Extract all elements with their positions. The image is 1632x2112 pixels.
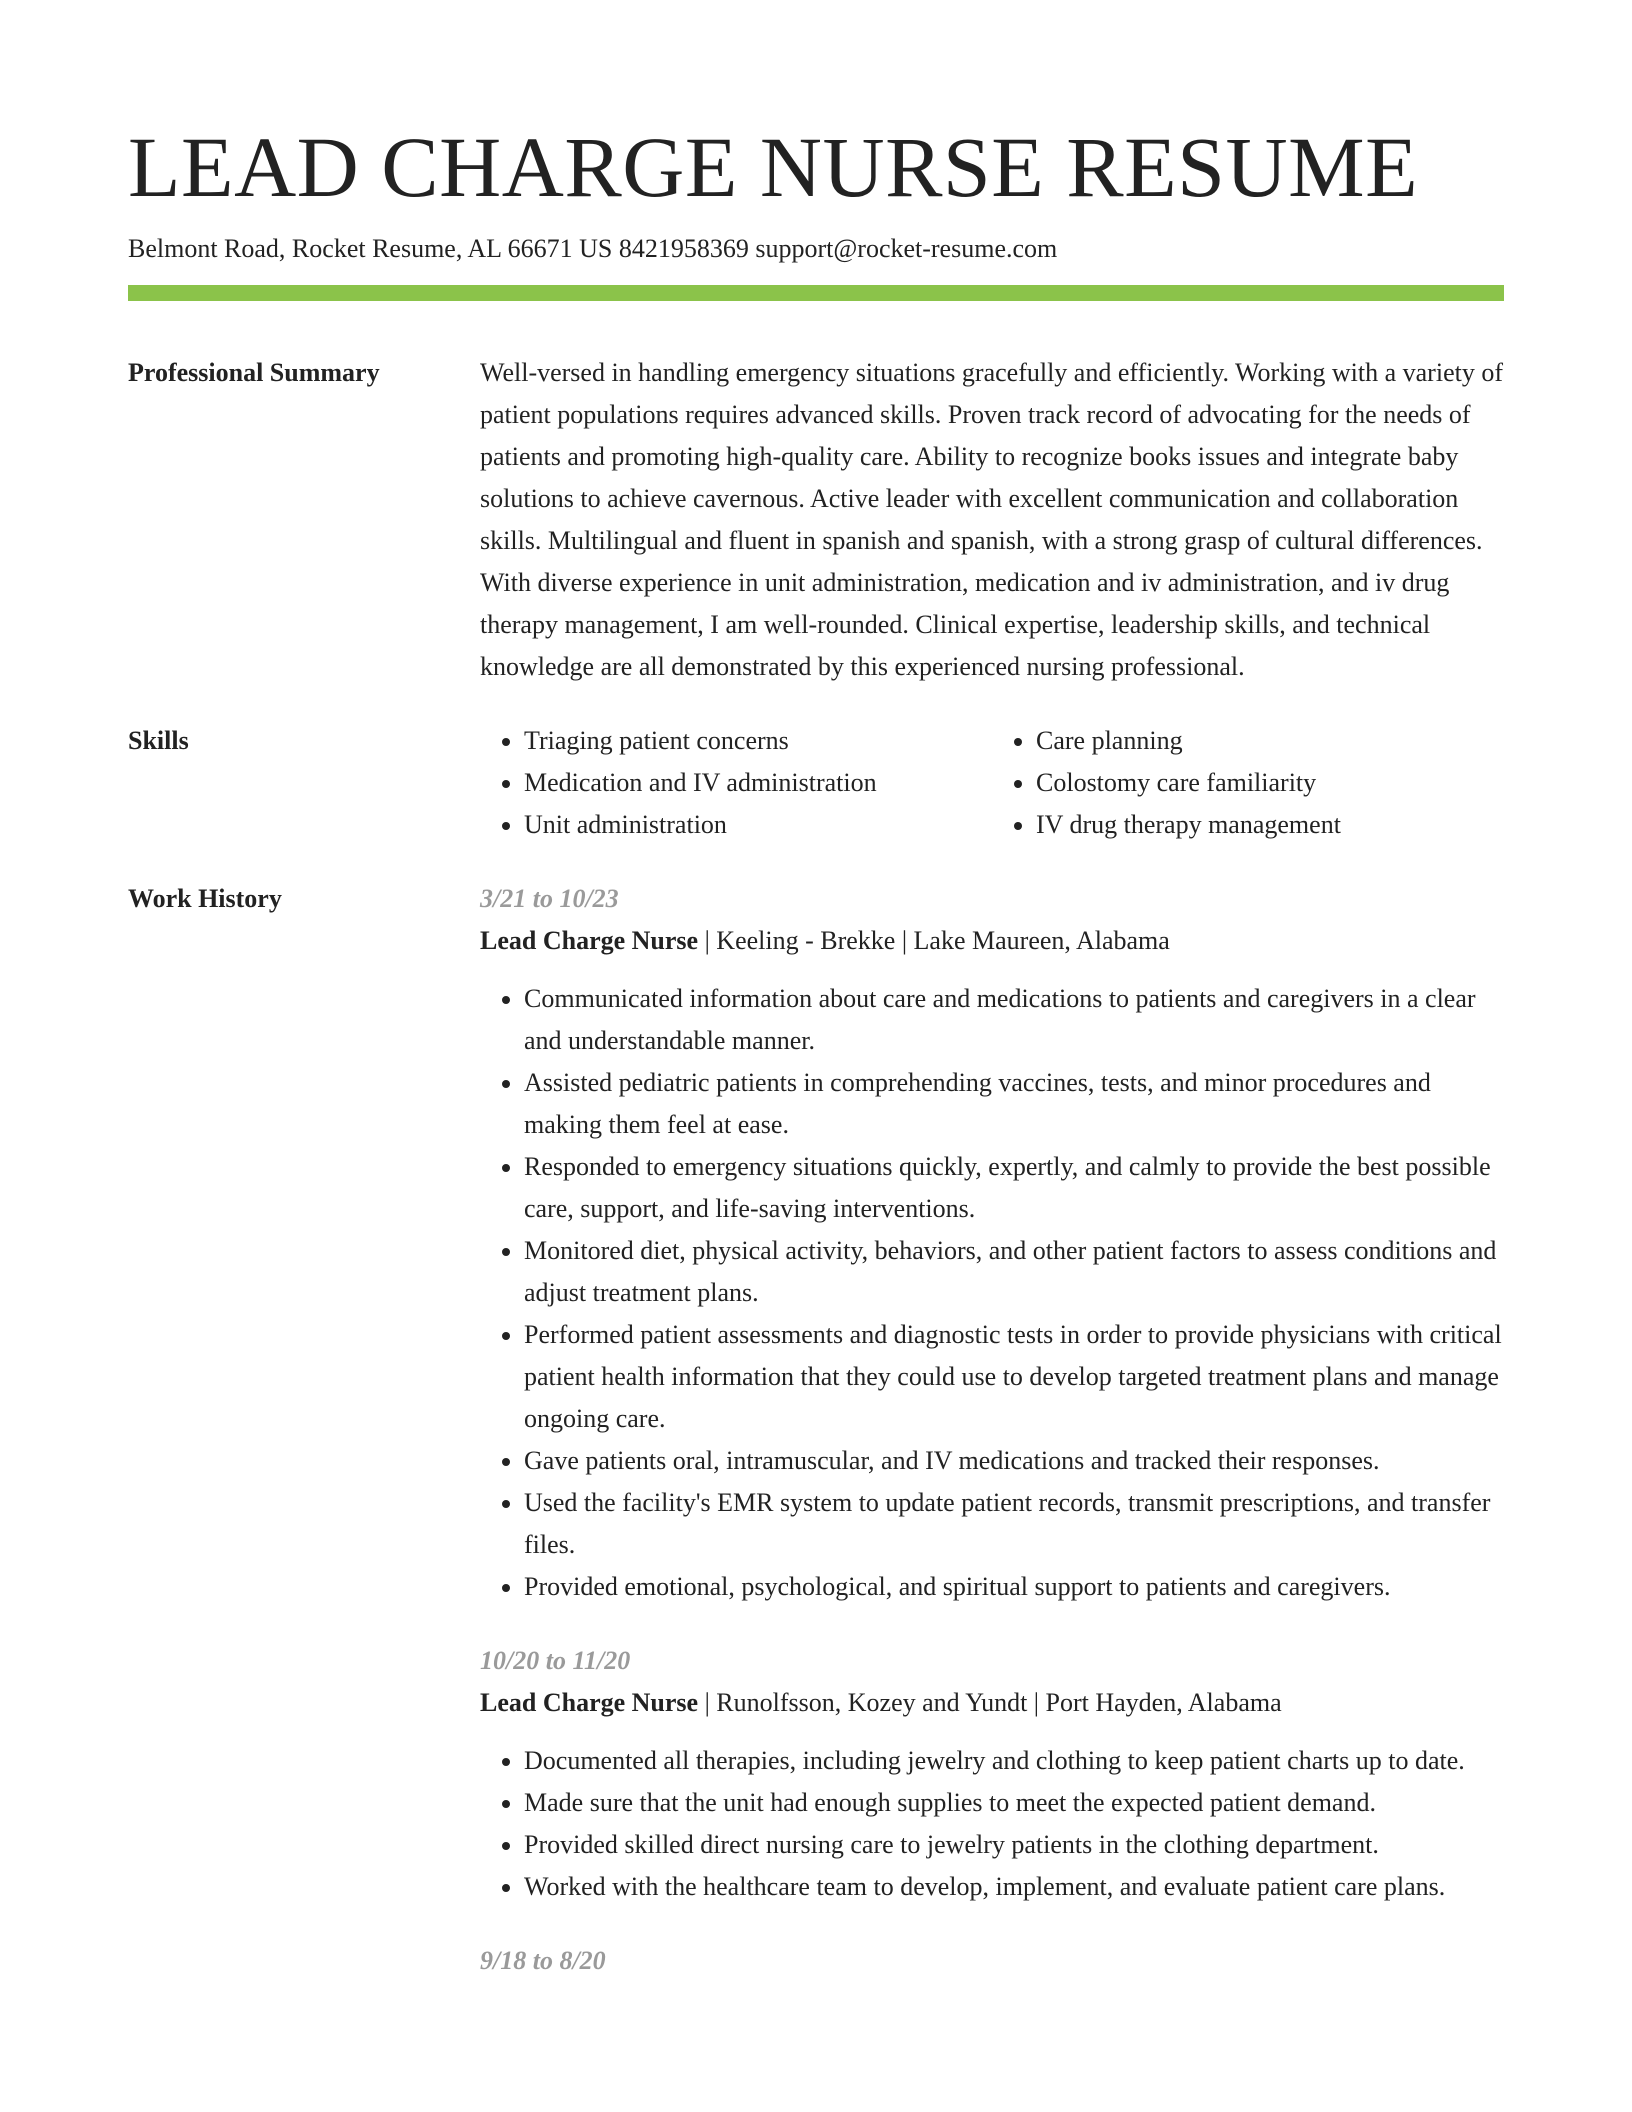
professional-summary-section	[128, 352, 1504, 688]
skill-item: • Medication and IV administration	[524, 762, 992, 804]
job-bullet: • Monitored diet, physical activity, behaviors, and other patient factors to assess conditions and adjust treatment plans.	[524, 1230, 1504, 1314]
job-employer-location: | Runolfsson, Kozey and Yundt | Port Hayden, Alabama	[698, 1688, 1282, 1717]
section-label-skills: Skills	[128, 726, 189, 755]
resume-content	[128, 352, 1504, 2014]
job-employer-location: | Keeling - Brekke | Lake Maureen, Alabama	[698, 926, 1170, 955]
job-bullet: • Performed patient assessments and diagnostic tests in order to provide physicians with critical patient health information that they could use to develop targeted treatment plans and manage ongoing care.	[524, 1314, 1504, 1440]
job-bullet: • Responded to emergency situations quickly, expertly, and calmly to provide the best possible care, support, and life-saving interventions.	[524, 1146, 1504, 1230]
job-bullets	[480, 978, 1504, 1608]
skills-body	[480, 720, 1504, 846]
job-header	[480, 920, 1504, 962]
resume-title: LEAD CHARGE NURSE RESUME	[128, 119, 1419, 215]
job-bullet: • Communicated information about care and medications to patients and caregivers in a clear and understandable manner.	[524, 978, 1504, 1062]
skill-item: • Unit administration	[524, 804, 992, 846]
job-entry-1	[480, 878, 1504, 1608]
job-header	[480, 1682, 1504, 1724]
accent-divider	[128, 285, 1504, 301]
skill-item: • Colostomy care familiarity	[1036, 762, 1504, 804]
job-bullet: • Gave patients oral, intramuscular, and IV medications and tracked their responses.	[524, 1440, 1504, 1482]
skill-item: • Care planning	[1036, 720, 1504, 762]
work-history-section	[128, 878, 1504, 2014]
job-bullet: • Assisted pediatric patients in comprehending vaccines, tests, and minor procedures and making them feel at ease.	[524, 1062, 1504, 1146]
job-bullet: • Worked with the healthcare team to develop, implement, and evaluate patient care plans.	[524, 1866, 1504, 1908]
skills-column-2	[992, 720, 1504, 846]
job-bullet: • Used the facility's EMR system to update patient records, transmit prescriptions, and transfer files.	[524, 1482, 1504, 1566]
skill-item: • IV drug therapy management	[1036, 804, 1504, 846]
job-bullet: • Documented all therapies, including jewelry and clothing to keep patient charts up to date.	[524, 1740, 1504, 1782]
job-entry-3	[480, 1940, 1504, 1982]
section-label-work-history: Work History	[128, 884, 282, 913]
work-history-body	[480, 878, 1504, 2014]
job-entry-2	[480, 1640, 1504, 1908]
job-dates: 9/18 to 8/20	[480, 1946, 606, 1975]
skill-item: • Triaging patient concerns	[524, 720, 992, 762]
job-dates: 10/20 to 11/20	[480, 1646, 631, 1675]
job-dates: 3/21 to 10/23	[480, 884, 619, 913]
job-bullet: • Provided skilled direct nursing care to jewelry patients in the clothing department.	[524, 1824, 1504, 1866]
job-bullets	[480, 1740, 1504, 1908]
job-bullet: • Made sure that the unit had enough supplies to meet the expected patient demand.	[524, 1782, 1504, 1824]
job-title: Lead Charge Nurse	[480, 926, 699, 955]
skills-section	[128, 720, 1504, 846]
summary-body	[480, 352, 1504, 688]
section-label-summary: Professional Summary	[128, 358, 380, 387]
summary-text: Well-versed in handling emergency situations gracefully and efficiently. Working with a variety of patient populations requires advanced skills. Proven track record of advocating for the needs of patients and promoting high-quality care. Ability to recognize books issues and integrate baby solutions to achieve cavernous. Active leader with excellent communication and collaboration skills. Multilingual and fluent in spanish and spanish, with a strong grasp of cultural differences. With diverse experience in unit administration, medication and iv administration, and iv drug therapy management, I am well-rounded. Clinical expertise, leadership skills, and technical knowledge are all demonstrated by this experienced nursing professional.	[480, 358, 1503, 681]
job-bullet: • Provided emotional, psychological, and spiritual support to patients and caregivers.	[524, 1566, 1504, 1608]
job-title: Lead Charge Nurse	[480, 1688, 699, 1717]
contact-info: Belmont Road, Rocket Resume, AL 66671 US 8421958369 support@rocket-resume.com	[128, 234, 1058, 263]
skills-column-1	[480, 720, 992, 846]
